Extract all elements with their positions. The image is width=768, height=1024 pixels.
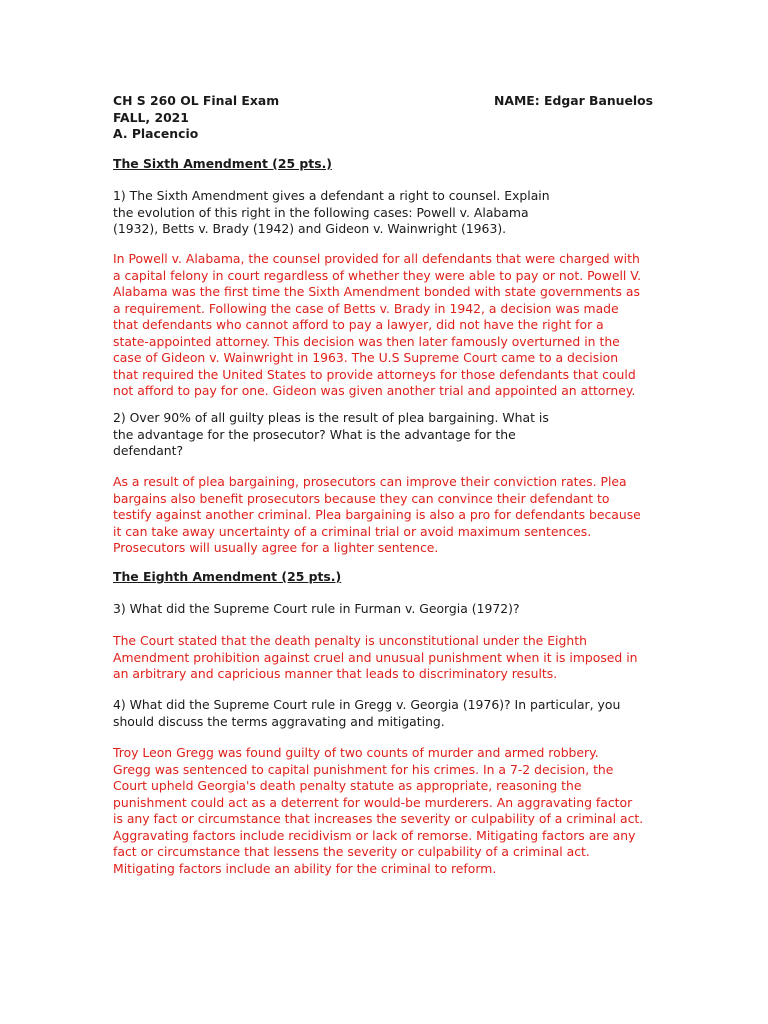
question-4 xyxy=(113,697,653,730)
answer-line: a capital felony in court regardless of whether they were able to pay or not. Powell V. xyxy=(113,267,642,283)
answer-3 xyxy=(113,633,653,683)
answer-line: Prosecutors will usually agree for a lighter sentence. xyxy=(113,540,439,555)
answer-line: Gregg was sentenced to capital punishment for his crimes. In a 7-2 decision, the xyxy=(113,761,614,777)
answer-line: case of Gideon v. Wainwright in 1963. The U.S Supreme Court came to a decision xyxy=(113,350,619,365)
answer-4 xyxy=(113,745,653,877)
answer-line: Aggravating factors include recidivism or lack of remorse. Mitigating factors are any xyxy=(113,827,636,843)
answer-line: that defendants who cannot afford to pay a lawyer, did not have the right for a xyxy=(113,317,604,332)
question-line: 2) Over 90% of all guilty pleas is the result of plea bargaining. What is xyxy=(113,410,549,425)
answer-line: As a result of plea bargaining, prosecutors can improve their conviction rates. Plea xyxy=(113,474,627,489)
answer-line: a requirement. Following the case of Betts v. Brady in 1942, a decision was made xyxy=(113,300,619,316)
question-line: the evolution of this right in the following cases: Powell v. Alabama xyxy=(113,204,529,220)
question-line: defendant? xyxy=(113,443,184,458)
answer-line: bargains also benefit prosecutors because they can convince their defendant to xyxy=(113,490,610,506)
header-row xyxy=(113,93,653,110)
answer-line: state-appointed attorney. This decision was then later famously overturned in the xyxy=(113,333,620,349)
answer-line: an arbitrary and capricious manner that leads to discriminatory results. xyxy=(113,666,558,681)
answer-line: Mitigating factors include an ability for the criminal to reform. xyxy=(113,860,497,876)
answer-line: In Powell v. Alabama, the counsel provided for all defendants that were charged with xyxy=(113,251,640,266)
question-line: 4) What did the Supreme Court rule in Gregg v. Georgia (1976)? In particular, you xyxy=(113,697,621,712)
course-title: CH S 260 OL Final Exam xyxy=(113,93,280,108)
question-line: should discuss the terms aggravating and mitigating. xyxy=(113,713,445,729)
instructor-name: A. Placencio xyxy=(113,126,199,141)
answer-line: is any fact or circumstance that increases the severity or culpability of a criminal act. xyxy=(113,811,644,826)
question-1 xyxy=(113,188,653,238)
answer-1 xyxy=(113,251,653,400)
student-name: NAME: Edgar Banuelos xyxy=(494,93,653,108)
answer-line: fact or circumstance that lessens the severity or culpability of a criminal act. xyxy=(113,844,590,859)
answer-line: The Court stated that the death penalty is unconstitutional under the Eighth xyxy=(113,633,587,648)
section-heading-sixth-amendment: The Sixth Amendment (25 pts.) xyxy=(113,156,332,171)
answer-line: not afford to pay for one. Gideon was given another trial and appointed an attorney. xyxy=(113,383,636,398)
exam-header xyxy=(113,93,653,143)
answer-line: Alabama was the first time the Sixth Amendment bonded with state governments as xyxy=(113,284,640,299)
answer-line: it can take away uncertainty of a criminal trial or avoid maximum sentences. xyxy=(113,523,592,539)
question-line: 3) What did the Supreme Court rule in Furman v. Georgia (1972)? xyxy=(113,601,520,616)
question-2 xyxy=(113,410,653,460)
answer-line: punishment could act as a deterrent for would-be murderers. An aggravating factor xyxy=(113,794,633,810)
section-heading-eighth-amendment: The Eighth Amendment (25 pts.) xyxy=(113,569,342,584)
question-line: 1) The Sixth Amendment gives a defendant a right to counsel. Explain xyxy=(113,188,550,203)
question-3 xyxy=(113,601,653,618)
answer-2 xyxy=(113,474,653,557)
answer-line: Court upheld Georgia's death penalty statute as appropriate, reasoning the xyxy=(113,778,582,793)
answer-line: Troy Leon Gregg was found guilty of two counts of murder and armed robbery. xyxy=(113,745,599,760)
question-line: the advantage for the prosecutor? What is the advantage for the xyxy=(113,426,516,442)
answer-line: testify against another criminal. Plea bargaining is also a pro for defendants because xyxy=(113,507,641,522)
question-line: (1932), Betts v. Brady (1942) and Gideon v. Wainwright (1963). xyxy=(113,221,507,236)
term-label: FALL, 2021 xyxy=(113,109,189,125)
answer-line: that required the United States to provide attorneys for those defendants that could xyxy=(113,366,636,382)
answer-line: Amendment prohibition against cruel and unusual punishment when it is imposed in xyxy=(113,649,638,665)
